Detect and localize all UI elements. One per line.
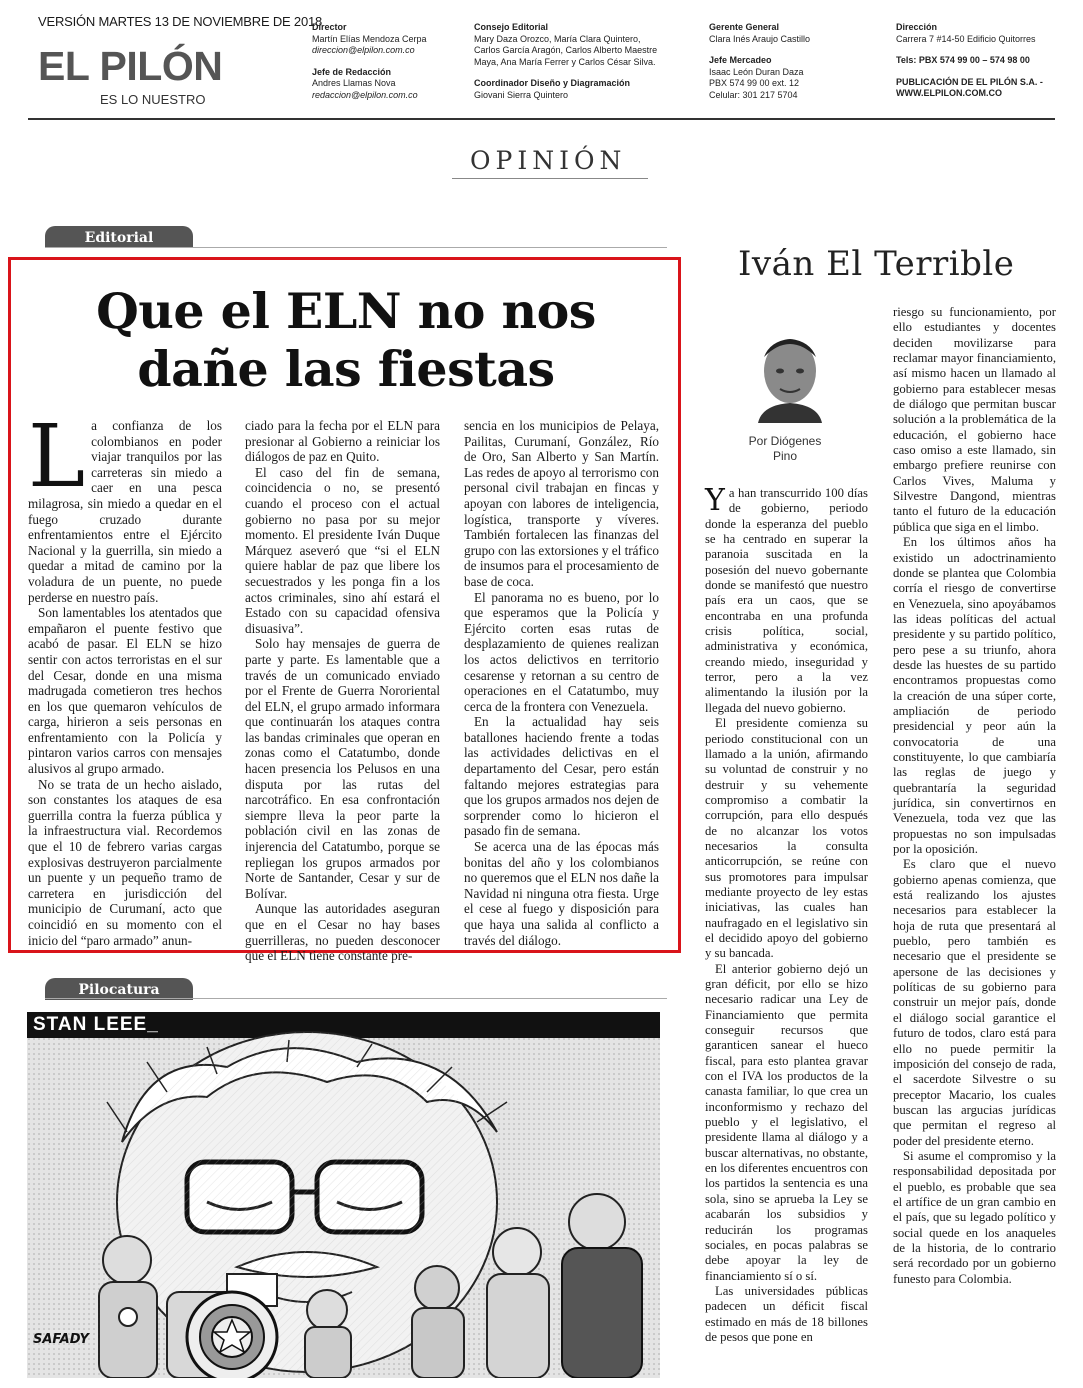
publicacion-line: PUBLICACIÓN DE EL PILÓN S.A. - xyxy=(896,76,1043,87)
mercadeo-name: Isaac León Duran Daza xyxy=(709,66,804,77)
gerente-title: Gerente General xyxy=(709,22,780,32)
consejo-line: Mary Daza Orozco, María Clara Quintero, xyxy=(474,33,641,44)
masthead-gerencia xyxy=(709,22,879,101)
paragraph: Son lamentables los atentados que empañaron el puente festivo que acabó de pasar. El ELN se hizo sentir con actos terroristas en el sur del Cesar, donde en una misma madrugada cometieron tres hechos en los que quemaron vehículos de carga, hirieron a seis personas en enfrentamiento con la Policía y pintaron varios carros con mensajes alusivos al grupo armado. xyxy=(28,605,222,777)
masthead-consejo xyxy=(474,22,694,101)
paragraph: sencia en los municipios de Pelaya, Pailitas, Curumaní, González, Río de Oro, San Alberto y San Martín. Las redes de apoyo al terrorismo con personal civil trabajan en fincas y apoyan con labores de inteligencia, logística, transporte y víveres. También fortalecen las finanzas del grupo con las extorsiones y el tráfico de insumos para el procesamiento de base de coca. xyxy=(464,418,659,589)
masthead-direccion xyxy=(896,22,1076,100)
coordinador-title: Coordinador Diseño y Diagramación xyxy=(474,78,631,88)
paragraph: Aunque las autoridades aseguran que en el Cesar no hay bases guerrilleras, no pueden desconocer que el ELN tiene constante pre- xyxy=(245,901,440,964)
paragraph: Solo hay mensajes de guerra de parte y parte. Es lamentable que a través de un comunicado enviado por el Frente de Guerra Nororiental del ELN, el grupo armado informara que continuarán los ataques contra las bandas criminales que operan en zonas como el Catatumbo, donde hacen presencia los Pelusos en una disputa por las rutas del narcotráfico. En esa confrontación siempre lleva la peor parte la población civil en las zonas de injerencia del Catatumbo, porque se repliegan los grupos armados por Norte de Santander, Cesar y sur de Bolívar. xyxy=(245,636,440,901)
paragraph: En la actualidad hay seis batallones haciendo frente a todas las actividades delictivas en el departamento del Cesar, pero están faltando mejores estrategias para que los grupos armados nos dejen de sorprender como lo hicieron el pasado fin de semana. xyxy=(464,714,659,839)
paragraph: No se trata de un hecho aislado, son constantes los ataques de esa guerrilla contra la fuerza pública y la infraestructura vial. Recordemos que el 10 de febrero varias cargas explosivas destruyeron parcialmente un puente y un pequeño tramo de carretera en jurisdicción del municipio de Curumaní, acto que coincidió en su momento con el inicio del “paro armado” anun- xyxy=(28,776,222,948)
coordinador-name: Giovani Sierra Quintero xyxy=(474,89,569,100)
jefe-redaccion-name: Andres Llamas Nova xyxy=(312,78,396,88)
telefonos: Tels: PBX 574 99 00 – 574 98 00 xyxy=(896,55,1030,65)
director-email[interactable]: direccion@elpilon.com.co xyxy=(312,45,415,55)
paragraph: El anterior gobierno dejó un gran déficit, por ello se hizo necesario radicar una Ley de Financiamiento que permita conseguir recursos que garanticen sanear el hueco fiscal, para esto plantea gravar con el IVA los productos de la canasta familiar, lo que crea un inconformismo y rechazo del pueblo y el legislativo, el presidente llama al diálogo y a buscar alternativas, no obstante, en los diferentes encuentros con los partidos la sentencia es una sola, sino se aprueba la Ley se acabarán los subsidios y reducirán los programas sociales, en pocas palabras se debe apoyar la ley de financiamiento sí o sí. xyxy=(705,961,868,1283)
consejo-line: Maya, Ana María Ferrer y Carlos César Silva. xyxy=(474,56,656,67)
paragraph: El presidente comienza su periodo constitucional con un llamado a la unión, afirmando su voluntad de construir y no destruir y su vehemente compromiso a combatir la corrupción, para ello después de no alcanzar los votos necesarios la consulta anticorrupción, se reúne con sus promotores para impulsar mediante proyecto de ley estas iniciativas, las cuales han naufragado en el legislativo sin el decidido apoyo del gobierno y su bancada. xyxy=(705,716,868,961)
editorial-label-rule xyxy=(45,247,667,248)
paragraph: riesgo su funcionamiento, por ello estudiantes y docentes deciden movilizarse para reclamar mayor financiamiento, así mismo hacen un llamado al gobierno para establecer mesas de diálogo que permitan buscar solución a la problemática de la educación, el gobierno hace caso omiso a este llamado, sin embargo prefiere reunirse con Carlos Vives, Maluma y Silvestre Dangond, mientras tanto el futuro de la educación pública que siga en el limbo. xyxy=(893,305,1056,534)
newspaper-slogan: ES LO NUESTRO xyxy=(100,92,206,107)
drop-cap: L xyxy=(28,407,86,507)
mercadeo-cel: Celular: 301 217 5704 xyxy=(709,89,798,100)
director-title: Director xyxy=(312,22,347,32)
masthead-rule xyxy=(28,118,1055,120)
paragraph: Si asume el compromiso y la responsabilidad depositada por el pueblo, es probable que sea el artífice de un gran cambio en el país, que su legado político y social quede en los anaqueles de la historia, de lo contrario será recordado por un gobierno funesto para Colombia. xyxy=(893,1148,1056,1286)
author-byline xyxy=(740,434,830,464)
author-photo xyxy=(752,327,828,423)
section-title: OPINIÓN xyxy=(470,146,627,175)
opinion-column-2 xyxy=(893,305,1056,1287)
paragraph: En los últimos años ha existido un adoctrinamiento donde se plantea que Colombia corría el riesgo de convertirse en Venezuela, sino apoyábamos las ideas políticas del actual presidente y su partido político, pero pese a su triunfo, ahora desde las huestes de su partido encontramos propuestas como la creación de una súper corte, ampliación de periodo presidencial y peor aún la convocatoria de una constituyente, lo que cambiaría las reglas de juego y quebrantaría la seguridad jurídica, sin convertirnos en Venezuela, toda vez que las propuestas no son impulsadas por la oposición. xyxy=(893,535,1056,857)
paragraph: Las universidades públicas padecen un déficit fiscal estimado en más de 18 billones de pesos que pone en xyxy=(705,1283,868,1344)
pilocatura-label-rule xyxy=(45,998,667,999)
newspaper-logo[interactable]: EL PILÓN xyxy=(38,43,223,89)
consejo-line: Carlos García Aragón, Carlos Alberto Maestre xyxy=(474,45,658,55)
editorial-headline xyxy=(40,282,652,398)
director-name: Martín Elías Mendoza Cerpa xyxy=(312,33,427,44)
author-name: Pino xyxy=(772,449,798,463)
drop-cap: Y xyxy=(705,483,725,518)
jefe-redaccion-email[interactable]: redaccion@elpilon.com.co xyxy=(312,89,418,100)
jefe-redaccion-title: Jefe de Redacción xyxy=(312,66,392,77)
paragraph: Es claro que el nuevo gobierno apenas comienza, que está realizando los ajustes necesarios para establecer la hoja de ruta que presentará al pueblo, pero también es necesario que el presidente se apersone de las decisiones y políticas de su gobierno para construir un mejor país, donde el diálogo social garantice el futuro de todos, claro está para ello no puede permitir la imposición del consejo de rada, el sacerdote Silvestre o su preceptor Macario, los cuales buscan las argucias jurídicas que permitan el regreso al poder del presidente eterno. xyxy=(893,857,1056,1148)
stan-lee-drawing xyxy=(27,1012,660,1378)
direccion-value: Carrera 7 #14-50 Edificio Quitorres xyxy=(896,33,1036,44)
paragraph: El panorama no es bueno, por lo que esperamos que la Policía y Ejército corten esas rutas de desplazamiento de quienes realizan los actos delictivos en territorio cesarense y retornan a su centro de operaciones en el Catatumbo, muy cerca de la frontera con Venezuela. xyxy=(464,589,659,714)
column-title: Iván El Terrible xyxy=(738,244,1015,284)
mercadeo-pbx: PBX 574 99 00 ext. 12 xyxy=(709,78,800,88)
section-rule xyxy=(452,178,648,179)
direccion-title: Dirección xyxy=(896,22,938,32)
cartoon-illustration[interactable] xyxy=(27,1012,660,1378)
consejo-title: Consejo Editorial xyxy=(474,22,549,32)
masthead-director xyxy=(312,22,462,101)
opinion-column-1 xyxy=(705,483,868,1345)
cartoonist-signature: SAFADY xyxy=(33,1332,89,1347)
editorial-column-3 xyxy=(464,418,659,948)
author-line: Por Diógenes xyxy=(748,434,822,448)
editorial-column-2 xyxy=(245,418,440,964)
headline-line: Que el ELN no nos xyxy=(96,282,596,340)
paragraph: La confianza de los colombianos en poder viajar tranquilos por las carreteras sin miedo a caer en una pesca milagrosa, sin miedo a quedar en el fuego cruzado durante enfrentamientos entre el Ejército Nacional y la guerrilla, sin miedo a quedar a mitad de camino por la voladura de un puente, no puede perderse en nuestro país. xyxy=(28,407,222,605)
paragraph: El caso del fin de semana, coincidencia o no, se presentó cuando el proceso con el actual gobierno no pasa por su mejor momento. El presidente Iván Duque Márquez aseveró que “si el ELN quiere hablar de paz que libere los secuestrados y les ponga fin a los actos criminales, sino ahí estará el Estado con su capacidad ofensiva disuasiva”. xyxy=(245,464,440,636)
editorial-label: Editorial xyxy=(45,226,193,248)
gerente-name: Clara Inés Araujo Castillo xyxy=(709,33,811,44)
paragraph: Se acerca una de las épocas más bonitas del año y los colombianos no queremos que el ELN nos dañe la Navidad ni ninguna otra fiesta. Urge el cese al fuego y disposición para que haya una salida al conflicto a través del diálogo. xyxy=(464,839,659,948)
paragraph: Ya han transcurrido 100 días de gobierno, periodo donde la esperanza del pueblo se ha centrado en superar la paranoia suscitada en la posesión del nuevo gobernante donde se manifestó que nuestro país era un caos, que se encontraba en una profunda crisis política, social, administrativa y económica, creando miedo, inseguridad y terror, pero a la vez alimentando la ilusión por la llegada del nuevo gobierno. xyxy=(705,483,868,715)
mercadeo-title: Jefe Mercadeo xyxy=(709,55,772,65)
headline-line: dañe las fiestas xyxy=(137,340,555,398)
paragraph: ciado para la fecha por el ELN para presionar al Gobierno a reiniciar los diálogos de paz en Quito. xyxy=(245,418,440,465)
edition-date: VERSIÓN MARTES 13 DE NOVIEMBRE DE 2018 xyxy=(38,14,323,29)
website-link[interactable]: WWW.ELPILON.COM.CO xyxy=(896,88,1002,98)
cartoon-title: STAN LEEE_ xyxy=(33,1014,159,1035)
pilocatura-label: Pilocatura xyxy=(45,978,193,1000)
editorial-column-1 xyxy=(28,407,222,948)
